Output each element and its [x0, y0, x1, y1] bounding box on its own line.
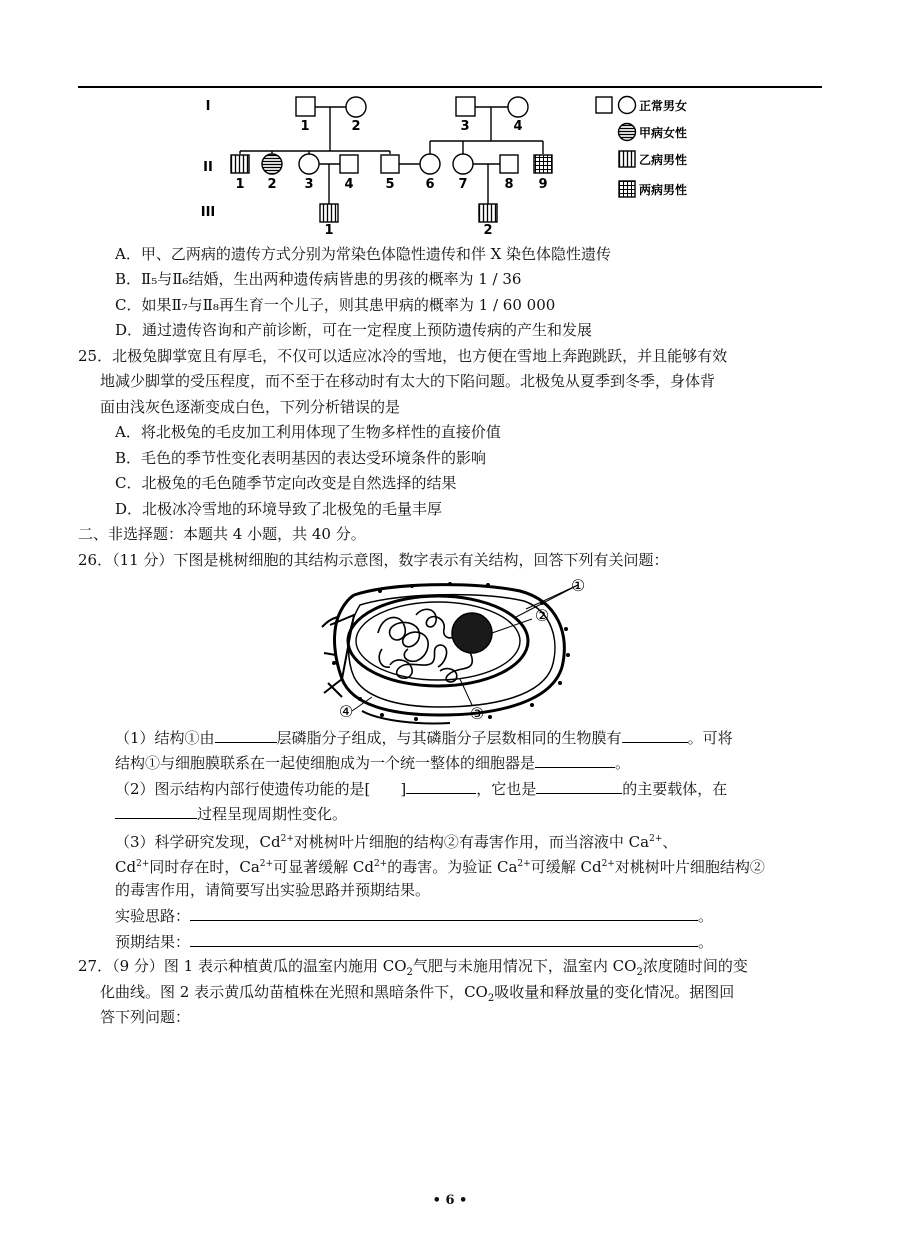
q27-line2: 化曲线。图 2 表示黄瓜幼苗植株在光照和黑暗条件下，$CO_2$吸收量和释放量的变化情况。据图回	[100, 983, 735, 1004]
q26-part1-line2: 结构①与细胞膜联系在一起使细胞成为一个统一整体的细胞器是 。	[115, 751, 630, 774]
g2-num: 8	[504, 177, 514, 192]
q24-option-a: A．甲、乙两病的遗传方式分别为常染色体隐性遗传和伴 X 染色体隐性遗传	[115, 245, 612, 263]
section-heading: 二、非选择题：本题共 4 小题，共 40 分。	[78, 525, 366, 543]
q26-part2-line2: 过程呈现周期性变化。	[115, 802, 347, 825]
q26-part3-line1: （3）科学研究发现，$Cd^{2+}$对桃树叶片细胞的结构②有毒害作用，而当溶液中 $Ca^{2+}$、	[115, 833, 678, 851]
q25-option-c: C．北极兔的毛色随季节定向改变是自然选择的结果	[115, 474, 457, 492]
g1-num: 3	[460, 119, 470, 134]
q26-result-line: 预期结果： 。	[115, 930, 713, 953]
g1-num: 1	[300, 119, 310, 134]
g2-num: 6	[425, 177, 435, 192]
g2-num: 5	[385, 177, 395, 192]
q24-option-c: C．如果Ⅱ₇与Ⅱ₈再生育一个儿子，则其患甲病的概率为 1 / 60 000	[115, 296, 556, 314]
q26-stem: 26．（11 分）下图是桃树细胞的其结构示意图，数字表示有关结构，回答下列有关问题：	[78, 551, 669, 569]
q25-option-b: B．毛色的季节性变化表明基因的表达受环境条件的影响	[115, 449, 487, 467]
legend-disease-b: 乙病男性	[639, 153, 688, 167]
g1-num: 4	[513, 119, 523, 134]
g2-num: 3	[304, 177, 314, 192]
q25-stem-3: 面由浅灰色逐渐变成白色，下列分析错误的是	[100, 398, 401, 416]
gen-label-2: II	[203, 160, 213, 175]
q25-stem-2: 地减少脚掌的受压程度，而不至于在移动时有太大的下陷问题。北极兔从夏季到冬季，身体背	[100, 372, 716, 390]
answer-blank[interactable]	[622, 726, 688, 743]
cell-diagram	[320, 575, 590, 725]
q26-part3-line3: 的毒害作用，请简要写出实验思路并预期结果。	[115, 881, 431, 899]
gen-label-1: I	[205, 99, 211, 114]
answer-blank[interactable]	[406, 777, 476, 794]
g3-num: 2	[483, 223, 493, 236]
legend-normal: 正常男女	[639, 99, 688, 113]
answer-blank[interactable]	[115, 802, 197, 819]
q27-line3: 答下列问题：	[100, 1008, 191, 1026]
q27-line1: 27．（9 分）图 1 表示种植黄瓜的温室内施用 $CO_2$气肥与未施用情况下，温室内 $CO_2$浓度随时间的变	[78, 957, 748, 978]
label-3: ③	[469, 704, 485, 723]
page-number: • 6 •	[432, 1193, 468, 1208]
q24-option-d: D．通过遗传咨询和产前诊断，可在一定程度上预防遗传病的产生和发展	[115, 321, 593, 339]
q26-part3-line2: $Cd^{2+}$同时存在时，$Ca^{2+}$可显著缓解 $Cd^{2+}$的毒害。为验证 $Ca^{2+}$可缓解 $Cd^{2+}$对桃树叶片细胞结构②	[115, 858, 765, 876]
answer-blank[interactable]	[190, 930, 698, 947]
q26-part1-line1: （1）结构①由 层磷脂分子组成，与其磷脂分子层数相同的生物膜有 。可将	[115, 726, 733, 749]
answer-blank[interactable]	[215, 726, 277, 743]
answer-blank[interactable]	[535, 751, 615, 768]
label-2: ②	[534, 606, 550, 625]
g1-num: 2	[351, 119, 361, 134]
q25-option-a: A．将北极兔的毛皮加工利用体现了生物多样性的直接价值	[115, 423, 501, 441]
answer-blank[interactable]	[190, 904, 698, 921]
label-4: ④	[338, 702, 354, 721]
q25-stem-1: 25．北极兔脚掌宽且有厚毛，不仅可以适应冰冷的雪地，也方便在雪地上奔跑跳跃，并且能够有效	[78, 347, 728, 365]
g2-num: 4	[344, 177, 354, 192]
g2-num: 7	[458, 177, 468, 192]
q25-option-d: D．北极冰冷雪地的环境导致了北极兔的毛量丰厚	[115, 500, 443, 518]
answer-blank[interactable]	[536, 777, 622, 794]
q26-part2-line1: （2）图示结构内部行使遗传功能的是[ ] ，它也是 的主要载体，在	[115, 777, 727, 800]
pedigree-chart	[190, 88, 710, 236]
legend-disease-a: 甲病女性	[639, 126, 688, 140]
g2-num: 2	[267, 177, 277, 192]
g2-num: 1	[235, 177, 245, 192]
q24-option-b: B．Ⅱ₅与Ⅱ₆结婚，生出两种遗传病皆患的男孩的概率为 1 / 36	[115, 270, 522, 288]
label-1: ①	[570, 576, 586, 595]
g2-num: 9	[538, 177, 548, 192]
legend-both: 两病男性	[639, 183, 688, 197]
q26-idea-line: 实验思路： 。	[115, 904, 713, 927]
gen-label-3: III	[200, 205, 216, 220]
g3-num: 1	[324, 223, 334, 236]
